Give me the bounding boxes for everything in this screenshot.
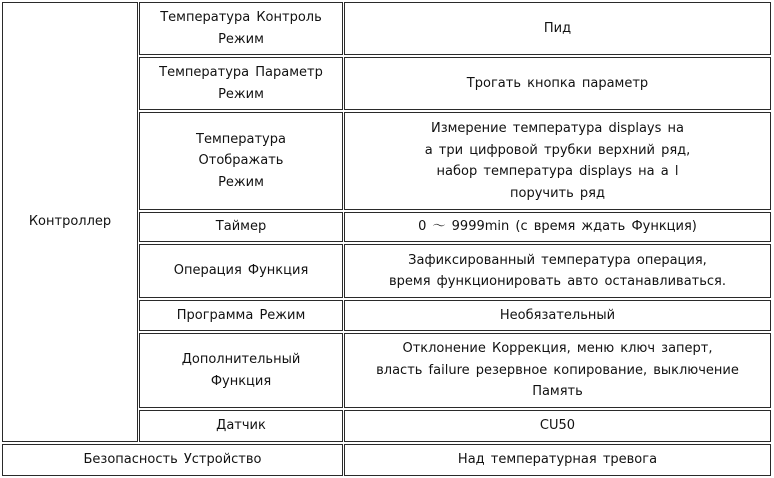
value-text: Пид [543,20,572,36]
value-text: 0 ～ 9999min (с время ждать Функция) [418,219,697,235]
value-cell-program-mode [344,300,771,331]
param-cell-sensor [139,410,343,442]
group-label-controller [2,2,138,442]
value-text: Над температурная тревога [457,452,658,468]
param-label: Таймер [215,219,267,235]
value-cell-safety-device [344,444,771,476]
value-text: Отклонение Коррекция, меню ключ заперт, власть failure резервное копирование, выключение Память [376,341,739,400]
param-label: Температура Параметр Режим [159,65,323,102]
value-text: CU50 [539,418,576,434]
param-label: Операция Функция [173,263,309,279]
value-cell-operation-function [344,244,771,298]
param-label: Температура Контроль Режим [160,10,322,47]
param-label: Дополнительный Функция [181,352,301,389]
param-cell-parameter-mode [139,57,343,110]
value-cell-additional-function [344,333,771,408]
group-label-text: Контроллер [28,214,112,230]
param-cell-timer [139,212,343,242]
param-cell-additional-function [139,333,343,408]
param-cell-program-mode [139,300,343,331]
param-cell-display-mode [139,112,343,210]
param-label: Безопасность Устройство [83,452,262,468]
value-text: Трогать кнопка параметр [466,75,649,91]
param-label: Датчик [216,418,266,434]
value-text: Зафиксированный температура операция, время функционировать авто останавливаться. [388,252,726,289]
value-text: Измерение температура displays на а три цифровой трубки верхний ряд, набор температура displays на а l поручить ряд [424,121,691,201]
param-label: Температура Отображать Режим [196,131,286,190]
value-text: Необязательный [499,307,616,323]
value-cell-timer [344,212,771,242]
param-cell-operation-function [139,244,343,298]
param-cell-safety-device [2,444,343,476]
param-cell-control-mode [139,2,343,55]
value-cell-parameter-mode [344,57,771,110]
value-cell-control-mode [344,2,771,55]
value-cell-display-mode [344,112,771,210]
value-cell-sensor [344,410,771,442]
param-label: Программа Режим [176,307,306,323]
